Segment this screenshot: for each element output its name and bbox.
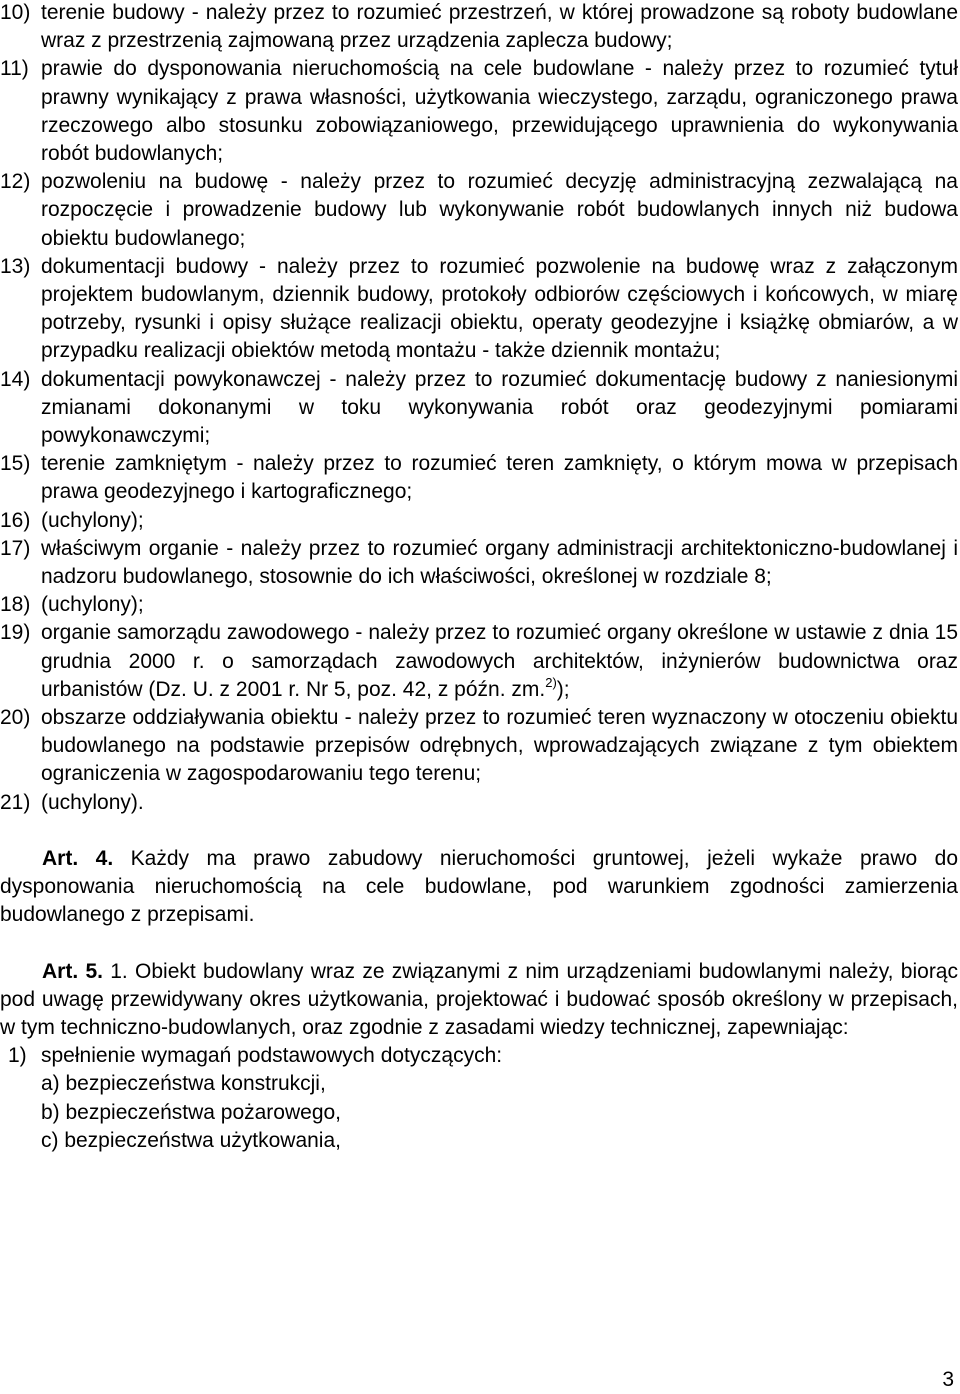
article-text: Każdy ma prawo zabudowy nieruchomości gruntowej, jeżeli wykaże prawo do dysponowania nieruchomością na cele budowlane, pod warunkiem zgodności zamierzenia budowlanego z przepisami.: [0, 846, 959, 927]
item-number: 11): [0, 57, 29, 81]
item-number: 15): [0, 452, 31, 476]
page-number: 3: [942, 1368, 954, 1391]
item-number: 12): [0, 170, 31, 194]
item-text: terenie zamkniętym - należy przez to rozumieć teren zamknięty, o którym mowa w przepisach prawa geodezyjnego i kartograficznego;: [41, 452, 958, 504]
item-text-tail: );: [556, 677, 570, 701]
list-item: [0, 619, 958, 704]
item-text: dokumentacji powykonawczej - należy przez to rozumieć dokumentację budowy z naniesionymi zmianami dokonanymi w toku wykonywania robót oraz geodezyjnymi pomiarami powykonawczymi;: [41, 367, 958, 448]
item-number: 14): [0, 367, 31, 391]
list-item: [0, 507, 958, 535]
list-item: [0, 0, 958, 55]
item-text: terenie budowy - należy przez to rozumieć przestrzeń, w której prowadzone są roboty budowlane wraz z przestrzenią zajmowaną przez urządzenia zaplecza budowy;: [41, 1, 958, 53]
article-label: Art. 5.: [42, 959, 103, 983]
item-text: obszarze oddziaływania obiektu - należy przez to rozumieć teren wyznaczony w otoczeniu obiektu budowlanego na podstawie przepisów odrębnych, wprowadzających związane z tym obiektem ograniczenia w zagospodarowaniu tego terenu;: [41, 706, 958, 786]
item-number: 10): [0, 1, 31, 24]
item-number: 18): [0, 593, 31, 617]
item-text: (uchylony);: [41, 593, 144, 617]
item-text: właściwym organie - należy przez to rozumieć organy administracji architektoniczno-budowlanej i nadzoru budowlanego, stosownie do ich właściwości, określonej w rozdziale 8;: [41, 536, 958, 589]
paragraph-gap: [0, 817, 958, 845]
item-number: 1): [8, 1044, 27, 1068]
item-text: organie samorządu zawodowego - należy przez to rozumieć organy określone w ustawie z dnia 15 grudnia 2000 r. o samorządach zawodowych architektów, inżynierów budownictwa oraz urbanistów (Dz. U. z 2001 r. Nr 5, poz. 42, z późn. zm.: [41, 621, 958, 701]
list-item: [0, 704, 958, 789]
article-label: Art. 4.: [42, 846, 114, 870]
list-item: [0, 168, 958, 253]
sub-item: b) bezpieczeństwa pożarowego,: [41, 1100, 342, 1124]
item-number: 13): [0, 254, 31, 278]
item-number: 20): [0, 706, 31, 730]
item-text: pozwoleniu na budowę - należy przez to rozumieć decyzję administracyjną zezwalającą na rozpoczęcie i prowadzenie budowy lub wykonywanie robót budowlanych innych niż budowa obiektu budowlanego;: [41, 170, 958, 250]
sub-item: c) bezpieczeństwa użytkowania,: [41, 1128, 341, 1152]
article-4: [0, 845, 958, 930]
paragraph-gap: [0, 930, 958, 958]
article-5: [0, 958, 958, 1043]
article-text: 1. Obiekt budowlany wraz ze związanymi z nim urządzeniami budowlanymi należy, biorąc pod uwagę przewidywany okres użytkowania, projektować i budować sposób określony w przepisach, w tym techniczno-budowlanych, oraz zgodnie z zasadami wiedzy technicznej, zapewniając:: [0, 959, 958, 1039]
list-item: [0, 789, 958, 817]
list-item: [0, 1042, 958, 1070]
list-item: [0, 366, 958, 451]
list-item: [0, 450, 958, 506]
list-item: [0, 535, 958, 591]
footnote-reference[interactable]: 2): [545, 674, 557, 690]
item-number: 17): [0, 536, 31, 560]
list-item: [0, 55, 958, 168]
item-number: 16): [0, 508, 31, 532]
item-text: (uchylony);: [41, 508, 144, 532]
item-text: spełnienie wymagań podstawowych dotyczących:: [41, 1044, 503, 1068]
item-number: 19): [0, 621, 31, 645]
list-item: [0, 591, 958, 619]
list-item: [0, 253, 958, 366]
sub-item: a) bezpieczeństwa konstrukcji,: [41, 1072, 326, 1096]
item-number: 21): [0, 790, 31, 814]
item-text: dokumentacji budowy - należy przez to rozumieć pozwolenie na budowę wraz z załączonym projektem budowlanym, dziennik budowy, protokoły odbiorów częściowych i końcowych, w miarę potrzeby, rysunki i opisy służące realizacji obiektu, operaty geodezyjne i książkę obmiarów, a w przypadku realizacji obiektów metodą montażu - także dziennik montażu;: [41, 254, 958, 363]
item-text: (uchylony).: [41, 790, 144, 814]
item-text: prawie do dysponowania nieruchomością na cele budowlane - należy przez to rozumieć tytuł prawny wynikający z prawa własności, użytkowania wieczystego, zarządu, ograniczonego prawa rzeczowego albo stosunku zobowiązaniowego, przewidującego uprawnienia do wykonywania robót budowlanych;: [41, 57, 958, 166]
